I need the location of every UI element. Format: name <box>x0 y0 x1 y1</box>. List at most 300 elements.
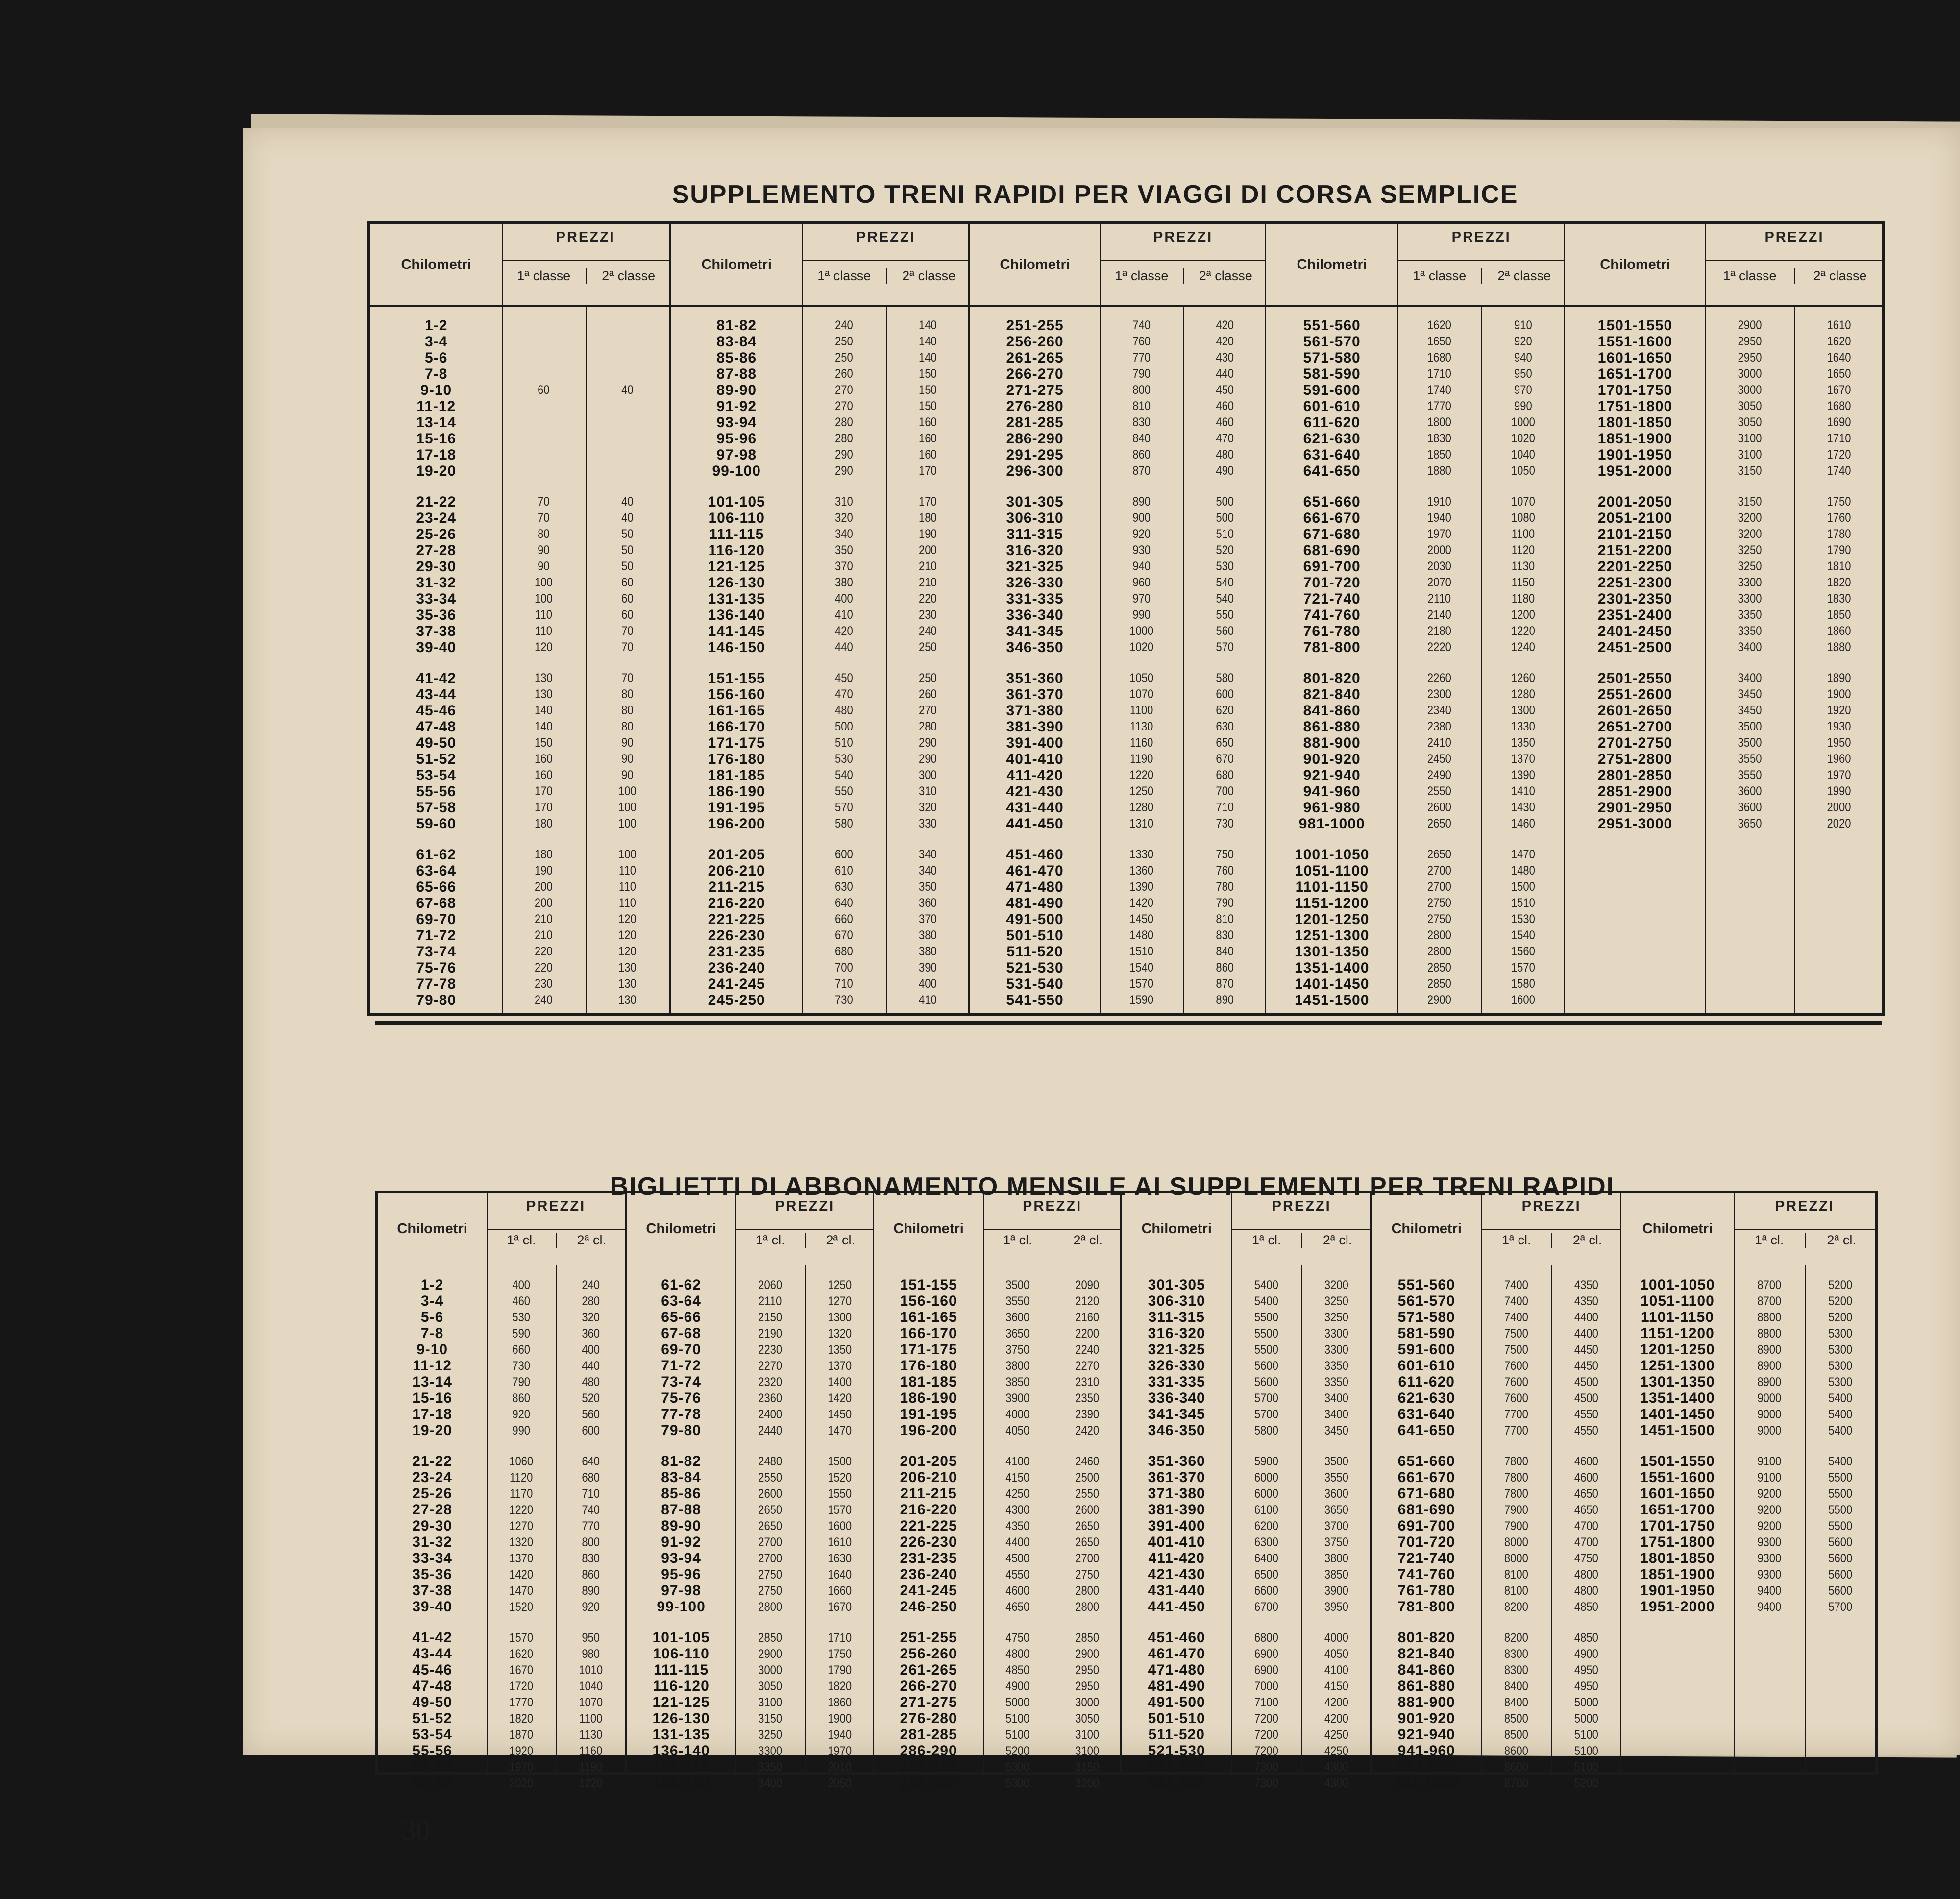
km-range: 226-230 <box>708 927 765 944</box>
table-row <box>1266 847 1565 863</box>
header-first-class: 1ª cl. <box>1754 1233 1784 1247</box>
km-range: 361-370 <box>1148 1469 1205 1485</box>
km-range: 1001-1050 <box>1640 1277 1715 1293</box>
table-row <box>378 1309 625 1326</box>
table-row <box>370 559 669 575</box>
km-range: 921-940 <box>1303 767 1361 783</box>
table-row <box>627 1341 874 1358</box>
table-row <box>874 1406 1122 1423</box>
table-row <box>627 1775 874 1792</box>
price-first-class: 6000 <box>1254 1471 1279 1485</box>
price-first-class: 140 <box>535 704 553 717</box>
table-row <box>1372 1293 1621 1310</box>
km-range: 551-560 <box>1397 1277 1455 1293</box>
km-range: 1951-2000 <box>1597 463 1673 479</box>
table-row <box>370 895 669 911</box>
table-row <box>671 847 970 863</box>
price-first-class: 5700 <box>1254 1391 1279 1405</box>
table-row <box>1266 944 1565 960</box>
price-first-class: 730 <box>835 993 854 1007</box>
header-prezzi: PREZZI <box>1734 1198 1876 1230</box>
table-row <box>1372 1406 1621 1423</box>
price-second-class: 1760 <box>1827 511 1851 525</box>
km-range: 191-195 <box>900 1406 957 1422</box>
table-row <box>671 431 970 447</box>
km-range: 311-315 <box>1006 526 1063 542</box>
price-second-class: 520 <box>581 1391 600 1405</box>
table-row <box>874 1566 1122 1583</box>
price-first-class: 3300 <box>1738 592 1762 606</box>
km-range: 69-70 <box>416 911 457 927</box>
price-second-class: 5100 <box>1574 1760 1599 1774</box>
km-range: 1701-1750 <box>1640 1518 1715 1534</box>
km-range: 11-12 <box>413 1358 452 1374</box>
table-row <box>378 1374 625 1390</box>
table-row <box>1565 350 1884 366</box>
km-range: 961-980 <box>1303 800 1361 816</box>
price-second-class: 90 <box>621 768 634 782</box>
km-range: 2301-2350 <box>1597 591 1673 607</box>
price-second-class: 1780 <box>1827 527 1851 541</box>
price-second-class: 1450 <box>827 1408 852 1421</box>
table-row <box>378 1550 625 1567</box>
price-first-class: 8000 <box>1504 1535 1529 1549</box>
price-first-class: 8700 <box>1757 1278 1782 1292</box>
price-first-class: 3250 <box>758 1728 783 1742</box>
price-first-class: 2700 <box>758 1535 783 1549</box>
km-range: 331-335 <box>1148 1374 1205 1390</box>
price-first-class: 1820 <box>509 1712 534 1726</box>
table-row <box>1122 1358 1372 1374</box>
price-first-class: 1250 <box>1129 784 1154 798</box>
price-second-class: 520 <box>1215 543 1234 557</box>
price-second-class: 1750 <box>827 1647 852 1661</box>
price-first-class: 1370 <box>509 1552 534 1565</box>
price-second-class: 540 <box>1215 576 1234 589</box>
table-row <box>671 366 970 382</box>
price-second-class: 1520 <box>827 1471 852 1485</box>
price-first-class: 3550 <box>1738 752 1762 766</box>
price-first-class: 3000 <box>1738 383 1762 397</box>
table-row <box>627 1453 874 1470</box>
price-second-class: 70 <box>621 671 634 685</box>
price-second-class: 1960 <box>1827 752 1851 766</box>
price-first-class: 5600 <box>1254 1375 1279 1389</box>
table-column-block <box>669 224 970 1013</box>
table-row <box>378 1534 625 1551</box>
km-range: 336-340 <box>1006 607 1064 623</box>
price-second-class: 580 <box>1215 671 1234 685</box>
km-range: 31-32 <box>412 1534 452 1550</box>
price-first-class: 8800 <box>1757 1311 1782 1324</box>
price-second-class: 380 <box>919 945 937 958</box>
km-range: 821-840 <box>1397 1646 1455 1662</box>
km-range: 501-510 <box>1006 927 1064 944</box>
header-prezzi: PREZZI <box>487 1198 625 1230</box>
header-second-class: 2ª classe <box>1481 268 1566 284</box>
table-row <box>970 847 1266 863</box>
table-row <box>1621 1422 1876 1439</box>
table-row <box>970 414 1266 431</box>
price-first-class: 3500 <box>1005 1278 1030 1292</box>
table-body <box>970 317 1266 1013</box>
km-range: 1751-1800 <box>1640 1534 1715 1550</box>
table-row <box>970 398 1266 414</box>
price-second-class: 710 <box>581 1487 600 1501</box>
km-range: 901-920 <box>1397 1710 1455 1727</box>
price-first-class: 8700 <box>1757 1294 1782 1308</box>
table-row <box>874 1453 1122 1470</box>
table-row <box>874 1341 1122 1358</box>
km-range: 1851-1900 <box>1640 1566 1715 1582</box>
price-second-class: 3300 <box>1324 1343 1349 1357</box>
km-range: 2551-2600 <box>1597 686 1673 703</box>
price-first-class: 3350 <box>758 1760 783 1774</box>
km-range: 2651-2700 <box>1597 719 1673 735</box>
km-range: 361-370 <box>1006 686 1064 703</box>
km-range: 681-690 <box>1303 542 1361 559</box>
table-row <box>627 1599 874 1615</box>
price-first-class: 9300 <box>1757 1535 1782 1549</box>
km-range: 291-295 <box>1006 447 1064 463</box>
table-row <box>1621 1582 1876 1599</box>
price-first-class: 150 <box>535 736 553 750</box>
price-second-class: 4450 <box>1574 1343 1599 1357</box>
price-first-class: 3450 <box>1738 687 1762 701</box>
price-second-class: 400 <box>581 1343 600 1357</box>
table-row <box>671 703 970 719</box>
price-first-class: 8100 <box>1504 1568 1529 1582</box>
km-range: 2701-2750 <box>1597 735 1673 751</box>
price-second-class: 3500 <box>1324 1455 1349 1468</box>
price-first-class: 9000 <box>1757 1424 1782 1437</box>
km-range: 39-40 <box>412 1599 452 1615</box>
table-row <box>671 992 970 1008</box>
price-second-class: 980 <box>581 1647 600 1661</box>
price-first-class: 8600 <box>1504 1744 1529 1758</box>
price-first-class: 3200 <box>1738 511 1762 525</box>
km-range: 201-205 <box>900 1453 957 1469</box>
table-row <box>874 1710 1122 1727</box>
price-first-class: 2600 <box>1427 801 1452 814</box>
table-row <box>874 1293 1122 1310</box>
table-row <box>1372 1759 1621 1776</box>
km-range: 256-260 <box>900 1646 957 1662</box>
price-first-class: 2300 <box>1427 687 1452 701</box>
price-second-class: 1460 <box>1511 817 1536 830</box>
price-first-class: 680 <box>835 945 854 958</box>
km-range: 316-320 <box>1148 1325 1205 1341</box>
table-row <box>1122 1390 1372 1407</box>
table-row <box>627 1309 874 1326</box>
table-row <box>370 735 669 751</box>
table-row <box>1372 1630 1621 1646</box>
header-second-class: 2ª cl. <box>1053 1233 1123 1248</box>
price-second-class: 2850 <box>1075 1631 1099 1645</box>
price-second-class: 550 <box>1215 608 1234 622</box>
table-row <box>1372 1694 1621 1711</box>
price-second-class: 280 <box>919 720 937 733</box>
table-row <box>970 719 1266 735</box>
km-range: 43-44 <box>416 686 457 703</box>
price-first-class: 1710 <box>1427 367 1452 381</box>
table-row <box>1122 1325 1372 1342</box>
price-first-class: 8000 <box>1504 1552 1529 1565</box>
km-range: 1001-1050 <box>1294 847 1370 863</box>
table-row <box>671 767 970 783</box>
price-first-class: 1070 <box>1129 687 1154 701</box>
price-second-class: 2120 <box>1075 1294 1099 1308</box>
table-row <box>970 670 1266 686</box>
price-second-class: 1860 <box>1827 624 1851 638</box>
price-second-class: 2700 <box>1075 1552 1099 1565</box>
table-row <box>370 334 669 350</box>
price-second-class: 410 <box>919 993 937 1007</box>
km-range: 201-205 <box>708 847 765 863</box>
price-second-class: 50 <box>621 527 634 541</box>
price-first-class: 2850 <box>1427 961 1452 974</box>
price-second-class: 4500 <box>1574 1375 1599 1389</box>
table-row <box>1372 1469 1621 1486</box>
price-first-class: 940 <box>1132 560 1151 573</box>
table-row <box>1122 1502 1372 1518</box>
price-first-class: 9200 <box>1757 1487 1782 1501</box>
km-range: 91-92 <box>661 1534 701 1550</box>
price-first-class: 1450 <box>1129 912 1154 926</box>
km-range: 206-210 <box>900 1469 957 1485</box>
table-row <box>874 1759 1122 1776</box>
km-range: 341-345 <box>1148 1406 1205 1422</box>
km-range: 1551-1600 <box>1597 334 1673 350</box>
table-row <box>378 1662 625 1679</box>
km-range: 326-330 <box>1148 1358 1205 1374</box>
price-second-class: 2800 <box>1075 1600 1099 1614</box>
price-first-class: 2650 <box>1427 817 1452 830</box>
table-row <box>970 382 1266 398</box>
price-first-class: 6700 <box>1254 1600 1279 1614</box>
price-second-class: 4200 <box>1324 1696 1349 1709</box>
price-second-class: 5300 <box>1828 1375 1853 1389</box>
tariff-page <box>243 128 1960 1846</box>
price-second-class: 1890 <box>1827 671 1851 685</box>
price-first-class: 640 <box>835 896 854 910</box>
km-range: 141-145 <box>708 623 765 639</box>
table-row <box>1372 1710 1621 1727</box>
price-second-class: 1820 <box>1827 576 1851 589</box>
km-range: 146-150 <box>708 639 765 656</box>
table-row <box>1372 1582 1621 1599</box>
price-second-class: 5600 <box>1828 1568 1853 1582</box>
header-first-class: 1ª classe <box>1723 268 1777 283</box>
price-second-class: 1010 <box>578 1663 603 1677</box>
table-row <box>1621 1325 1876 1342</box>
price-first-class: 2750 <box>758 1568 783 1582</box>
table-body <box>1621 1277 1876 1772</box>
price-first-class: 1170 <box>510 1487 533 1501</box>
price-second-class: 210 <box>919 560 937 573</box>
price-second-class: 420 <box>1215 318 1234 332</box>
price-first-class: 7800 <box>1504 1455 1529 1468</box>
price-first-class: 5400 <box>1254 1278 1279 1292</box>
column-header <box>1122 1193 1372 1266</box>
price-first-class: 2900 <box>758 1647 783 1661</box>
table-column-block <box>625 1193 874 1791</box>
km-range: 49-50 <box>412 1694 452 1710</box>
table-column-block <box>873 1193 1122 1791</box>
table-row <box>874 1390 1122 1407</box>
table-row <box>1565 542 1884 559</box>
price-second-class: 1180 <box>1511 592 1535 606</box>
price-first-class: 410 <box>835 608 854 622</box>
price-second-class: 560 <box>581 1408 600 1421</box>
column-header <box>1621 1193 1876 1266</box>
table-row <box>874 1518 1122 1534</box>
price-first-class: 9300 <box>1757 1568 1782 1582</box>
price-second-class: 110 <box>619 896 637 910</box>
price-second-class: 780 <box>1215 880 1234 894</box>
price-first-class: 210 <box>535 928 553 942</box>
price-first-class: 1620 <box>509 1647 534 1661</box>
km-range: 1751-1800 <box>1597 398 1673 414</box>
price-first-class: 350 <box>835 543 854 557</box>
km-range: 821-840 <box>1303 686 1361 703</box>
price-second-class: 1510 <box>1511 896 1536 910</box>
price-second-class: 3200 <box>1324 1278 1349 1292</box>
km-range: 39-40 <box>416 639 457 656</box>
price-first-class: 1880 <box>1427 464 1452 478</box>
price-second-class: 1370 <box>827 1359 852 1373</box>
price-second-class: 2270 <box>1075 1359 1099 1373</box>
price-first-class: 970 <box>1132 592 1151 606</box>
price-first-class: 570 <box>835 801 854 814</box>
km-range: 1301-1350 <box>1294 944 1370 960</box>
price-second-class: 2390 <box>1075 1408 1099 1421</box>
km-range: 87-88 <box>661 1502 701 1518</box>
price-first-class: 6600 <box>1254 1584 1279 1598</box>
price-second-class: 3050 <box>1075 1712 1099 1726</box>
table-row <box>370 414 669 431</box>
price-first-class: 5900 <box>1254 1455 1279 1468</box>
price-first-class: 3100 <box>1738 448 1762 462</box>
price-first-class: 2220 <box>1427 640 1452 654</box>
header-first-class: 1ª cl. <box>1502 1233 1531 1247</box>
km-range: 271-275 <box>900 1694 957 1710</box>
km-range: 126-130 <box>708 575 765 591</box>
price-second-class: 2420 <box>1075 1424 1099 1437</box>
table-row <box>970 976 1266 992</box>
table-row <box>671 735 970 751</box>
price-second-class: 380 <box>919 928 937 942</box>
price-first-class: 6300 <box>1254 1535 1279 1549</box>
price-first-class: 110 <box>535 608 553 622</box>
price-second-class: 60 <box>621 576 634 589</box>
price-second-class: 500 <box>1215 511 1234 525</box>
km-range: 1951-2000 <box>1640 1599 1715 1615</box>
price-first-class: 60 <box>538 383 550 397</box>
km-range: 21-22 <box>416 494 457 510</box>
price-first-class: 1270 <box>509 1519 534 1533</box>
price-first-class: 4850 <box>1005 1663 1030 1677</box>
price-second-class: 320 <box>581 1311 600 1324</box>
table-row <box>1266 703 1565 719</box>
km-range: 25-26 <box>416 526 457 542</box>
km-range: 9-10 <box>420 382 452 398</box>
price-second-class: 810 <box>1215 912 1234 926</box>
price-second-class: 3000 <box>1075 1696 1099 1709</box>
km-range: 1151-1200 <box>1295 895 1369 911</box>
table-row <box>378 1293 625 1310</box>
price-first-class: 120 <box>535 640 553 654</box>
table-row <box>370 575 669 591</box>
km-range: 1451-1500 <box>1294 992 1370 1008</box>
km-range: 266-270 <box>900 1678 957 1694</box>
price-second-class: 1690 <box>1827 415 1851 429</box>
price-second-class: 1900 <box>827 1712 852 1726</box>
table-row <box>370 944 669 960</box>
km-range: 29-30 <box>412 1518 452 1534</box>
km-range: 291-295 <box>900 1759 957 1775</box>
km-range: 1551-1600 <box>1640 1469 1715 1485</box>
km-range: 47-48 <box>416 719 457 735</box>
price-second-class: 340 <box>919 864 937 877</box>
header-chilometri: Chilometri <box>1266 224 1398 305</box>
price-first-class: 5200 <box>1005 1744 1030 1758</box>
price-second-class: 150 <box>919 367 937 381</box>
price-first-class: 9200 <box>1757 1519 1782 1533</box>
price-second-class: 5200 <box>1828 1311 1853 1324</box>
price-second-class: 1900 <box>1827 687 1851 701</box>
table-row <box>1266 382 1565 398</box>
table-row <box>970 510 1266 526</box>
table-row <box>1122 1469 1372 1486</box>
price-second-class: 480 <box>581 1375 600 1389</box>
table-row <box>1266 686 1565 703</box>
monthly-pass-supplement-table <box>375 1191 1878 1791</box>
price-first-class: 90 <box>538 560 550 573</box>
price-first-class: 90 <box>538 543 550 557</box>
price-first-class: 7600 <box>1504 1359 1529 1373</box>
price-second-class: 1500 <box>827 1455 852 1468</box>
header-first-class: 1ª cl. <box>1003 1233 1032 1247</box>
km-range: 156-160 <box>900 1293 957 1309</box>
table-row <box>1621 1277 1876 1293</box>
price-first-class: 2550 <box>1427 784 1452 798</box>
table-row <box>370 542 669 559</box>
km-range: 521-530 <box>1006 960 1064 976</box>
price-first-class: 8500 <box>1504 1712 1529 1726</box>
km-range: 51-52 <box>412 1710 452 1727</box>
price-first-class: 2000 <box>1427 543 1452 557</box>
table-row <box>627 1422 874 1439</box>
price-second-class: 5500 <box>1828 1471 1853 1485</box>
price-second-class: 1350 <box>1511 736 1536 750</box>
price-first-class: 9200 <box>1757 1503 1782 1517</box>
price-first-class: 3050 <box>1738 399 1762 413</box>
km-range: 256-260 <box>1006 334 1064 350</box>
km-range: 79-80 <box>661 1422 701 1438</box>
table-row <box>627 1293 874 1310</box>
price-first-class: 270 <box>835 399 854 413</box>
km-range: 166-170 <box>708 719 765 735</box>
price-first-class: 7400 <box>1504 1278 1529 1292</box>
price-first-class: 8900 <box>1757 1343 1782 1357</box>
price-first-class: 5500 <box>1254 1327 1279 1340</box>
table-row <box>1565 686 1884 703</box>
table-row <box>1565 334 1884 350</box>
km-range: 75-76 <box>661 1390 701 1406</box>
price-first-class: 1670 <box>509 1663 534 1677</box>
table-row <box>378 1422 625 1439</box>
